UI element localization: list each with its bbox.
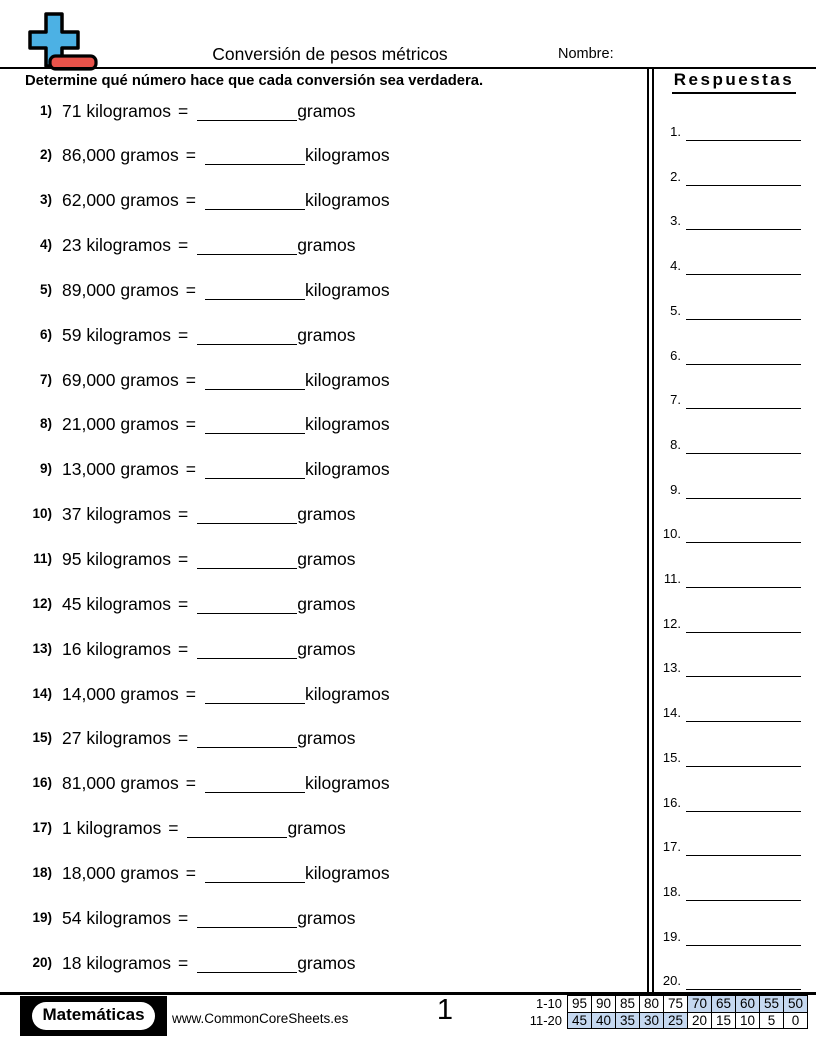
equals-sign: = xyxy=(185,773,196,794)
problem-unit: kilogramos xyxy=(304,190,390,211)
answer-number: 7. xyxy=(670,392,681,408)
grade-cell: 35 xyxy=(616,1012,640,1029)
problem-number: 4) xyxy=(39,237,52,253)
problem-unit: gramos xyxy=(297,728,356,749)
answer-blank[interactable] xyxy=(197,733,297,748)
answer-line[interactable] xyxy=(686,926,801,946)
problem-number: 19) xyxy=(32,909,52,925)
problem-number: 5) xyxy=(39,281,52,297)
grade-cell: 75 xyxy=(664,996,688,1013)
problem-given: 14,000 gramos xyxy=(62,683,179,704)
answer-row xyxy=(648,255,808,277)
problem-given: 89,000 gramos xyxy=(62,279,179,300)
problem-number: 14) xyxy=(32,685,52,701)
answer-row xyxy=(648,210,808,232)
problem-given: 54 kilogramos xyxy=(62,907,171,928)
problem-given: 1 kilogramos xyxy=(62,818,162,839)
name-label: Nombre: xyxy=(558,46,614,62)
answer-blank[interactable] xyxy=(205,195,305,210)
problem-number: 16) xyxy=(32,775,52,791)
problem-unit: kilogramos xyxy=(304,683,390,704)
problem-number: 6) xyxy=(39,326,52,342)
answer-number: 20. xyxy=(662,973,681,989)
grade-cell: 60 xyxy=(736,996,760,1013)
answer-number: 6. xyxy=(670,347,681,363)
equals-sign: = xyxy=(177,638,189,659)
answer-row xyxy=(648,926,808,948)
answer-blank[interactable] xyxy=(197,913,297,928)
problem-number: 10) xyxy=(32,506,52,522)
answer-line[interactable] xyxy=(686,657,801,677)
answer-row xyxy=(648,345,808,367)
answer-line[interactable] xyxy=(686,523,801,543)
grade-cell: 95 xyxy=(568,996,592,1013)
answer-line[interactable] xyxy=(686,121,801,141)
answer-blank[interactable] xyxy=(197,644,297,659)
problem-given: 13,000 gramos xyxy=(62,459,179,480)
problem-given: 86,000 gramos xyxy=(62,145,179,166)
answer-row xyxy=(648,881,808,903)
answer-blank[interactable] xyxy=(197,554,297,569)
problem-number: 8) xyxy=(39,416,52,432)
answer-blank[interactable] xyxy=(205,375,305,390)
problem-given: 27 kilogramos xyxy=(62,728,171,749)
grade-row2 xyxy=(520,1012,808,1029)
problem-row xyxy=(22,101,642,122)
problem-given: 95 kilogramos xyxy=(62,549,171,569)
answer-blank[interactable] xyxy=(197,240,297,255)
equals-sign: = xyxy=(185,190,196,211)
answer-line[interactable] xyxy=(686,702,801,722)
answer-number: 16. xyxy=(662,794,681,810)
grade-row-label: 11-20 xyxy=(529,1012,562,1028)
grade-cell: 5 xyxy=(760,1012,784,1029)
problem-unit: gramos xyxy=(297,324,356,345)
answer-number: 3. xyxy=(670,213,681,229)
equals-sign: = xyxy=(177,728,189,749)
equals-sign: = xyxy=(185,459,196,480)
grade-row1 xyxy=(520,996,808,1013)
grade-cell: 0 xyxy=(784,1012,808,1029)
problem-unit: kilogramos xyxy=(304,414,390,435)
problem-row xyxy=(22,504,642,525)
answer-line[interactable] xyxy=(686,345,801,365)
answer-row xyxy=(648,121,808,143)
equals-sign: = xyxy=(185,862,196,883)
equals-sign: = xyxy=(185,279,196,300)
answer-line[interactable] xyxy=(686,970,801,990)
answer-row xyxy=(648,300,808,322)
page-number: 1 xyxy=(436,994,454,1026)
answer-line[interactable] xyxy=(686,210,801,230)
answer-blank[interactable] xyxy=(197,330,297,345)
answer-row xyxy=(648,613,808,635)
answer-row xyxy=(648,657,808,679)
answer-number: 9. xyxy=(670,481,681,497)
grade-cell: 70 xyxy=(688,996,712,1013)
answer-number: 8. xyxy=(670,436,681,452)
answer-line[interactable] xyxy=(686,479,801,499)
problem-row xyxy=(22,325,642,346)
equals-sign: = xyxy=(177,100,189,121)
problem-given: 23 kilogramos xyxy=(62,235,171,256)
problem-unit: gramos xyxy=(297,100,356,121)
answer-row xyxy=(648,970,808,992)
problem-row xyxy=(22,190,642,211)
answer-row xyxy=(648,836,808,858)
problem-number: 12) xyxy=(32,595,52,611)
problem-unit: gramos xyxy=(297,235,356,256)
problem-unit: gramos xyxy=(297,907,356,928)
problem-row xyxy=(22,594,642,615)
equals-sign: = xyxy=(185,145,196,166)
answer-number: 14. xyxy=(662,705,681,721)
grade-cell: 80 xyxy=(640,996,664,1013)
problem-unit: gramos xyxy=(297,593,356,614)
answer-blank[interactable] xyxy=(187,823,287,838)
problem-row xyxy=(22,953,642,974)
problem-unit: gramos xyxy=(297,504,356,525)
problem-row xyxy=(22,908,642,929)
answer-row xyxy=(648,792,808,814)
answer-line[interactable] xyxy=(686,300,801,320)
problem-row xyxy=(22,818,642,839)
problem-row xyxy=(22,370,642,391)
problem-number: 11) xyxy=(33,551,52,566)
equals-sign: = xyxy=(177,952,189,973)
problem-unit: kilogramos xyxy=(304,862,390,883)
answer-number: 15. xyxy=(662,749,681,765)
answer-number: 13. xyxy=(662,660,681,676)
answer-line[interactable] xyxy=(686,881,801,901)
grade-cell: 85 xyxy=(616,996,640,1013)
answer-line[interactable] xyxy=(686,747,801,767)
equals-sign: = xyxy=(177,235,189,256)
brand-label: Matemáticas xyxy=(32,1002,154,1030)
website-text: www.CommonCoreSheets.es xyxy=(172,1011,349,1026)
problem-number: 2) xyxy=(39,147,52,163)
answer-blank[interactable] xyxy=(205,868,305,883)
problem-row xyxy=(22,684,642,705)
problem-given: 18 kilogramos xyxy=(62,952,171,973)
equals-sign: = xyxy=(185,369,196,390)
problem-row xyxy=(22,280,642,301)
brand-badge xyxy=(20,996,167,1036)
answer-number: 19. xyxy=(662,928,681,944)
answer-line[interactable] xyxy=(686,568,801,588)
problem-row xyxy=(22,728,642,749)
problem-row xyxy=(22,414,642,435)
problem-unit: kilogramos xyxy=(304,145,390,166)
problem-row xyxy=(22,549,642,570)
answer-number: 12. xyxy=(662,615,681,631)
answer-blank[interactable] xyxy=(197,599,297,614)
problem-number: 3) xyxy=(39,192,52,208)
instructions-text: Determine qué número hace que cada conversión sea verdadera. xyxy=(25,73,484,89)
grade-cell: 50 xyxy=(784,996,808,1013)
answer-blank[interactable] xyxy=(205,464,305,479)
problem-number: 20) xyxy=(32,954,52,970)
problem-unit: kilogramos xyxy=(304,279,390,300)
problem-number: 13) xyxy=(32,640,52,656)
equals-sign: = xyxy=(177,324,189,345)
equals-sign: = xyxy=(177,504,189,525)
answer-row xyxy=(648,479,808,501)
answer-number: 18. xyxy=(662,883,681,899)
problem-number: 17) xyxy=(32,820,52,836)
answers-title-text: Respuestas xyxy=(672,70,796,94)
answer-blank[interactable] xyxy=(197,509,297,524)
answer-line[interactable] xyxy=(686,255,801,275)
problem-unit: kilogramos xyxy=(304,369,390,390)
problem-given: 59 kilogramos xyxy=(62,324,171,345)
worksheet-title: Conversión de pesos métricos xyxy=(212,44,448,64)
answer-blank[interactable] xyxy=(197,106,297,121)
problem-row xyxy=(22,863,642,884)
problem-number: 9) xyxy=(39,461,52,477)
equals-sign: = xyxy=(177,593,189,614)
problem-number: 1) xyxy=(39,102,52,118)
problem-given: 71 kilogramos xyxy=(62,100,171,121)
header-rule xyxy=(0,67,816,69)
answer-line[interactable] xyxy=(686,166,801,186)
answer-blank[interactable] xyxy=(197,958,297,973)
grade-cell: 30 xyxy=(640,1012,664,1029)
answer-line[interactable] xyxy=(686,836,801,856)
problem-row xyxy=(22,145,642,166)
answer-row xyxy=(648,434,808,456)
answer-line[interactable] xyxy=(686,613,801,633)
answer-number: 2. xyxy=(670,168,681,184)
answer-number: 10. xyxy=(662,526,681,542)
grade-cell: 55 xyxy=(760,996,784,1013)
problem-given: 69,000 gramos xyxy=(62,369,179,390)
grade-cell: 15 xyxy=(712,1012,736,1029)
answer-blank[interactable] xyxy=(205,419,305,434)
problem-given: 16 kilogramos xyxy=(62,638,171,659)
problem-row xyxy=(22,459,642,480)
problem-number: 15) xyxy=(32,730,52,746)
problem-unit: gramos xyxy=(297,549,356,569)
answer-number: 17. xyxy=(662,839,681,855)
equals-sign: = xyxy=(177,907,189,928)
answers-title xyxy=(654,70,814,94)
answer-blank[interactable] xyxy=(205,285,305,300)
problem-given: 62,000 gramos xyxy=(62,190,179,211)
answer-row xyxy=(648,523,808,545)
answer-line[interactable] xyxy=(686,434,801,454)
problem-given: 21,000 gramos xyxy=(62,414,179,435)
grade-cell: 45 xyxy=(568,1012,592,1029)
problem-unit: gramos xyxy=(297,638,356,659)
answer-blank[interactable] xyxy=(205,150,305,165)
grade-cell: 25 xyxy=(664,1012,688,1029)
grade-row-label: 1-10 xyxy=(535,996,562,1012)
grade-cell: 65 xyxy=(712,996,736,1013)
answer-number: 4. xyxy=(670,258,681,274)
answer-row xyxy=(648,568,808,590)
equals-sign: = xyxy=(185,414,196,435)
grade-cell: 40 xyxy=(592,1012,616,1029)
problem-unit: kilogramos xyxy=(304,773,390,794)
answer-row xyxy=(648,166,808,188)
problem-given: 37 kilogramos xyxy=(62,504,171,525)
answer-number: 1. xyxy=(670,124,681,139)
problem-row xyxy=(22,235,642,256)
answer-blank[interactable] xyxy=(205,689,305,704)
answer-line[interactable] xyxy=(686,792,801,812)
problem-given: 45 kilogramos xyxy=(62,593,171,614)
equals-sign: = xyxy=(168,818,179,839)
problem-unit: gramos xyxy=(287,818,346,839)
answer-blank[interactable] xyxy=(205,778,305,793)
answer-number: 11. xyxy=(663,571,681,586)
problem-number: 18) xyxy=(32,864,52,880)
problem-given: 18,000 gramos xyxy=(62,862,179,883)
answer-row xyxy=(648,389,808,411)
problem-number: 7) xyxy=(39,371,52,387)
equals-sign: = xyxy=(185,683,196,704)
equals-sign: = xyxy=(177,549,189,569)
problem-given: 81,000 gramos xyxy=(62,773,179,794)
answer-row xyxy=(648,747,808,769)
grade-cell: 10 xyxy=(736,1012,760,1029)
answer-number: 5. xyxy=(670,302,681,318)
problem-unit: gramos xyxy=(297,952,356,973)
grade-table xyxy=(520,995,808,1029)
plus-minus-icon xyxy=(20,10,100,72)
problem-row xyxy=(22,773,642,794)
answer-line[interactable] xyxy=(686,389,801,409)
problem-unit: kilogramos xyxy=(304,459,390,480)
answer-row xyxy=(648,702,808,724)
grade-cell: 90 xyxy=(592,996,616,1013)
grade-cell: 20 xyxy=(688,1012,712,1029)
problem-row xyxy=(22,639,642,660)
